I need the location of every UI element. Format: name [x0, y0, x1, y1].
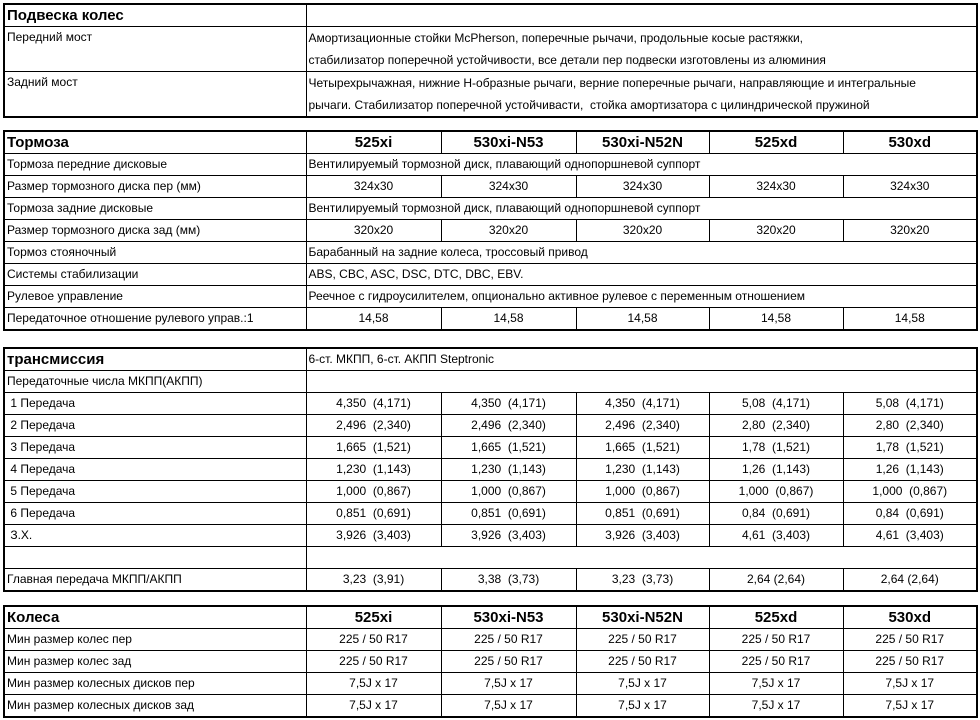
cell-value: 3,926 (3,403) — [306, 525, 441, 547]
cell-value: 7,5J x 17 — [576, 695, 709, 718]
row-label: 6 Передача — [4, 503, 306, 525]
row-label: 5 Передача — [4, 481, 306, 503]
table-row — [4, 629, 977, 651]
cell-value: 324x30 — [843, 176, 977, 198]
cell-value: 14,58 — [576, 308, 709, 331]
cell-value: 0,84 (0,691) — [843, 503, 977, 525]
cell-value: 5,08 (4,171) — [843, 393, 977, 415]
row-label: З.Х. — [4, 525, 306, 547]
table-row — [4, 72, 977, 118]
model-header: 530xd — [843, 131, 977, 154]
cell-value: 320x20 — [441, 220, 576, 242]
table-row — [4, 371, 977, 393]
table-row — [4, 525, 977, 547]
cell-value: 225 / 50 R17 — [441, 629, 576, 651]
cell-value: 3,38 (3,73) — [441, 569, 576, 592]
spanning-value: ABS, CBC, ASC, DSC, DTC, DBC, EBV. — [306, 264, 977, 286]
row-label: 4 Передача — [4, 459, 306, 481]
suspension-header-row — [4, 4, 977, 27]
wheels-header-row — [4, 606, 977, 629]
cell-value: 0,851 (0,691) — [576, 503, 709, 525]
model-header: 530xi-N53 — [441, 606, 576, 629]
cell-value: 1,000 (0,867) — [306, 481, 441, 503]
table-row — [4, 27, 977, 72]
description-line: стабилизатор поперечной устойчивости, все детали пер подвески изготовлены из алюминия — [308, 53, 826, 67]
table-row — [4, 459, 977, 481]
row-label: Главная передача МКПП/АКПП — [4, 569, 306, 592]
row-label: Передний мост — [4, 27, 306, 72]
row-label: Мин размер колес пер — [4, 629, 306, 651]
cell-value: 4,350 (4,171) — [441, 393, 576, 415]
cell-value: 0,851 (0,691) — [306, 503, 441, 525]
cell-value: 2,496 (2,340) — [441, 415, 576, 437]
brakes-header-row — [4, 131, 977, 154]
description-line: Четырехрычажная, нижние Н-образные рычаги, верние поперечные рычаги, направляющие и интегральные — [308, 76, 916, 90]
cell-value: 225 / 50 R17 — [576, 629, 709, 651]
cell-value: 1,665 (1,521) — [306, 437, 441, 459]
cell-value: 225 / 50 R17 — [843, 651, 977, 673]
row-label: Тормоз стояночный — [4, 242, 306, 264]
table-row — [4, 286, 977, 308]
row-label: Системы стабилизации — [4, 264, 306, 286]
suspension-title: Подвеска колес — [4, 4, 306, 27]
cell-value: 2,64 (2,64) — [843, 569, 977, 592]
cell-value: 3,926 (3,403) — [441, 525, 576, 547]
cell-value: 225 / 50 R17 — [843, 629, 977, 651]
table-row-empty — [4, 547, 977, 569]
model-header: 525xi — [306, 606, 441, 629]
table-row — [4, 503, 977, 525]
cell-value: 7,5J x 17 — [709, 673, 843, 695]
transmission-table — [3, 347, 978, 592]
row-label: 2 Передача — [4, 415, 306, 437]
cell-value: 324x30 — [441, 176, 576, 198]
cell-value: 7,5J x 17 — [441, 673, 576, 695]
spanning-value: Вентилируемый тормозной диск, плавающий однопоршневой суппорт — [306, 154, 977, 176]
cell-value: 1,230 (1,143) — [306, 459, 441, 481]
front-axle-description — [306, 27, 977, 72]
cell-value: 14,58 — [709, 308, 843, 331]
row-label: Передаточное отношение рулевого управ.:1 — [4, 308, 306, 331]
wheels-table — [3, 605, 978, 718]
cell-value: 225 / 50 R17 — [306, 651, 441, 673]
cell-value: 225 / 50 R17 — [306, 629, 441, 651]
cell-value: 0,851 (0,691) — [441, 503, 576, 525]
row-label: Рулевое управление — [4, 286, 306, 308]
cell-value: 7,5J x 17 — [306, 673, 441, 695]
cell-value: 3,23 (3,73) — [576, 569, 709, 592]
cell-value: 7,5J x 17 — [576, 673, 709, 695]
cell-value: 1,78 (1,521) — [709, 437, 843, 459]
table-row — [4, 154, 977, 176]
row-label: 1 Передача — [4, 393, 306, 415]
cell-value: 324x30 — [709, 176, 843, 198]
row-label: Мин размер колесных дисков пер — [4, 673, 306, 695]
cell-value: 320x20 — [306, 220, 441, 242]
row-label: Размер тормозного диска пер (мм) — [4, 176, 306, 198]
description-line: рычаги. Стабилизатор поперечной устойчивасти, стойка амортизатора с цилиндрической пружиной — [308, 98, 870, 112]
cell-value: 2,496 (2,340) — [306, 415, 441, 437]
table-row — [4, 308, 977, 331]
model-header: 525xi — [306, 131, 441, 154]
table-row — [4, 673, 977, 695]
model-header: 530xi-N52N — [576, 131, 709, 154]
cell-value: 7,5J x 17 — [306, 695, 441, 718]
table-row — [4, 176, 977, 198]
row-label: Тормоза задние дисковые — [4, 198, 306, 220]
cell-value: 1,000 (0,867) — [709, 481, 843, 503]
row-label: Передаточные числа МКПП(АКПП) — [4, 371, 306, 393]
empty-cell — [306, 371, 977, 393]
spanning-value: Барабанный на задние колеса, троссовый привод — [306, 242, 977, 264]
model-header: 530xi-N53 — [441, 131, 576, 154]
model-header: 530xi-N52N — [576, 606, 709, 629]
cell-value: 1,000 (0,867) — [441, 481, 576, 503]
cell-value: 1,78 (1,521) — [843, 437, 977, 459]
cell-value: 14,58 — [306, 308, 441, 331]
cell-value: 320x20 — [843, 220, 977, 242]
empty-cell — [4, 547, 306, 569]
suspension-table — [3, 3, 978, 118]
cell-value: 4,61 (3,403) — [843, 525, 977, 547]
brakes-title: Тормоза — [4, 131, 306, 154]
cell-value: 14,58 — [441, 308, 576, 331]
table-row — [4, 569, 977, 592]
cell-value: 1,000 (0,867) — [576, 481, 709, 503]
cell-value: 14,58 — [843, 308, 977, 331]
cell-value: 4,350 (4,171) — [306, 393, 441, 415]
cell-value: 320x20 — [576, 220, 709, 242]
cell-value: 1,26 (1,143) — [843, 459, 977, 481]
table-row — [4, 242, 977, 264]
cell-value: 2,496 (2,340) — [576, 415, 709, 437]
row-label: Размер тормозного диска зад (мм) — [4, 220, 306, 242]
transmission-summary: 6-ст. МКПП, 6-ст. АКПП Steptronic — [306, 348, 977, 371]
brakes-table — [3, 130, 978, 331]
table-row — [4, 437, 977, 459]
cell-value: 225 / 50 R17 — [709, 629, 843, 651]
table-row — [4, 481, 977, 503]
table-row — [4, 695, 977, 718]
cell-value: 4,350 (4,171) — [576, 393, 709, 415]
row-label: Тормоза передние дисковые — [4, 154, 306, 176]
spanning-value: Реечное с гидроусилителем, опционально активное рулевое с переменным отношением — [306, 286, 977, 308]
table-row — [4, 220, 977, 242]
cell-value: 1,000 (0,867) — [843, 481, 977, 503]
empty-cell — [306, 4, 977, 27]
cell-value: 1,230 (1,143) — [576, 459, 709, 481]
transmission-title: трансмиссия — [4, 348, 306, 371]
cell-value: 324x30 — [306, 176, 441, 198]
cell-value: 7,5J x 17 — [843, 673, 977, 695]
model-header: 525xd — [709, 131, 843, 154]
cell-value: 5,08 (4,171) — [709, 393, 843, 415]
cell-value: 324x30 — [576, 176, 709, 198]
table-row — [4, 415, 977, 437]
cell-value: 1,26 (1,143) — [709, 459, 843, 481]
row-label: Задний мост — [4, 72, 306, 118]
cell-value: 3,23 (3,91) — [306, 569, 441, 592]
cell-value: 2,80 (2,340) — [709, 415, 843, 437]
cell-value: 0,84 (0,691) — [709, 503, 843, 525]
table-row — [4, 393, 977, 415]
cell-value: 7,5J x 17 — [441, 695, 576, 718]
model-header: 525xd — [709, 606, 843, 629]
cell-value: 2,80 (2,340) — [843, 415, 977, 437]
cell-value: 225 / 50 R17 — [576, 651, 709, 673]
cell-value: 4,61 (3,403) — [709, 525, 843, 547]
cell-value: 225 / 50 R17 — [441, 651, 576, 673]
row-label: 3 Передача — [4, 437, 306, 459]
cell-value: 320x20 — [709, 220, 843, 242]
cell-value: 7,5J x 17 — [843, 695, 977, 718]
table-row — [4, 198, 977, 220]
transmission-header-row — [4, 348, 977, 371]
cell-value: 7,5J x 17 — [709, 695, 843, 718]
cell-value: 1,665 (1,521) — [441, 437, 576, 459]
wheels-title: Колеса — [4, 606, 306, 629]
table-row — [4, 264, 977, 286]
row-label: Мин размер колес зад — [4, 651, 306, 673]
cell-value: 1,665 (1,521) — [576, 437, 709, 459]
spanning-value: Вентилируемый тормозной диск, плавающий однопоршневой суппорт — [306, 198, 977, 220]
row-label: Мин размер колесных дисков зад — [4, 695, 306, 718]
cell-value: 2,64 (2,64) — [709, 569, 843, 592]
rear-axle-description — [306, 72, 977, 118]
model-header: 530xd — [843, 606, 977, 629]
empty-cell — [306, 547, 977, 569]
cell-value: 1,230 (1,143) — [441, 459, 576, 481]
cell-value: 3,926 (3,403) — [576, 525, 709, 547]
cell-value: 225 / 50 R17 — [709, 651, 843, 673]
table-row — [4, 651, 977, 673]
description-line: Амортизационные стойки McPherson, поперечные рычачи, продольные косые растяжки, — [308, 31, 803, 45]
